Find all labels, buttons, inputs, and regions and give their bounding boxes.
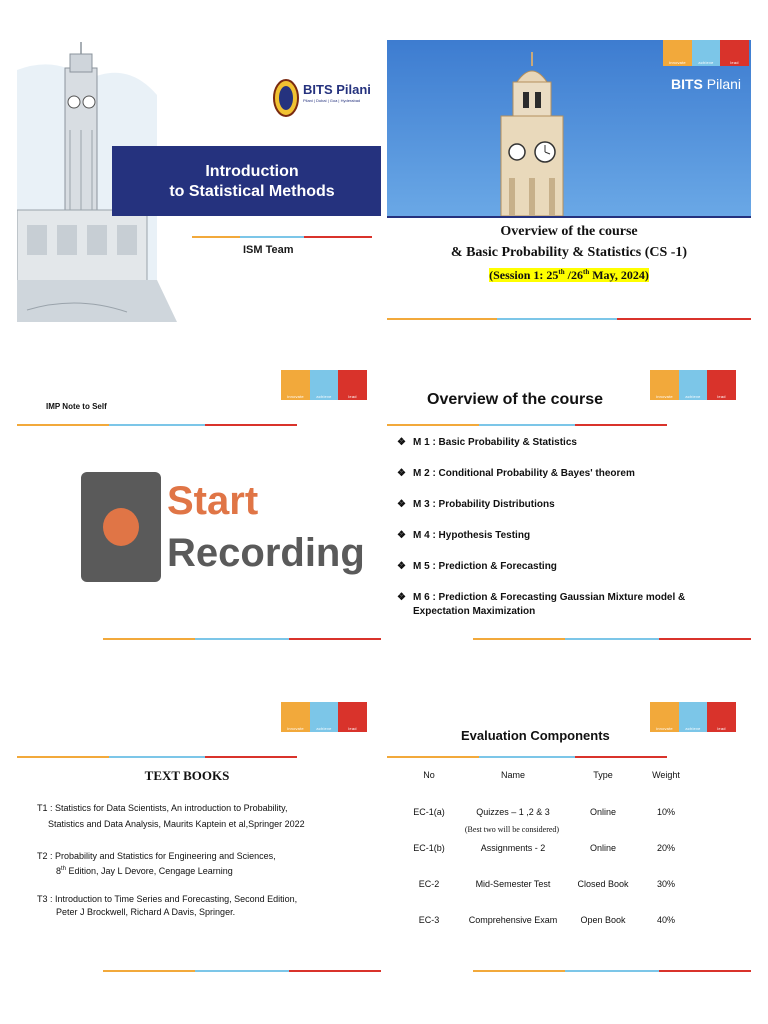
accent-line-orange — [17, 756, 109, 758]
row-4-name: Comprehensive Exam — [468, 915, 558, 925]
row-4-no: EC-3 — [418, 915, 440, 925]
accent-line-blue — [195, 638, 289, 640]
slide-3-recording — [17, 370, 381, 652]
header-divider — [387, 216, 751, 218]
accent-line-red — [289, 638, 381, 640]
accent-line-orange — [17, 424, 109, 426]
record-dot-icon — [103, 508, 139, 546]
header-weight: Weight — [652, 770, 680, 780]
row-2-type: Online — [589, 843, 616, 853]
accent-line-blue — [109, 756, 205, 758]
accent-line-blue — [497, 318, 617, 320]
accent-line-orange — [387, 424, 479, 426]
bits-wordmark-bold: BITS — [671, 76, 703, 92]
innovate-achieve-lead-badge: innovate achieve lead — [281, 370, 367, 400]
accent-line-blue — [565, 970, 659, 972]
innovate-achieve-lead-badge: innovate achieve lead — [663, 40, 749, 66]
accent-line-red — [304, 236, 372, 238]
textbook-t2-line-1: T2 : Probability and Statistics for Engineering and Sciences, — [37, 851, 276, 861]
team-name: ISM Team — [243, 244, 294, 256]
row-1-no: EC-1(a) — [413, 807, 445, 817]
recording-icon — [81, 472, 161, 582]
header-type: Type — [593, 770, 613, 780]
accent-line-red — [205, 424, 297, 426]
slide-6-evaluation — [387, 702, 751, 984]
row-4-weight: 40% — [656, 915, 675, 925]
accent-line-orange — [473, 970, 565, 972]
textbook-t2-line-2: 8th Edition, Jay L Devore, Cengage Learning — [56, 866, 233, 876]
start-label: Start — [167, 479, 259, 523]
course-title-line-2: to Statistical Methods — [169, 183, 335, 200]
slide-1-title — [17, 40, 381, 322]
row-3-weight: 30% — [656, 879, 675, 889]
text-books-heading: TEXT BOOKS — [144, 768, 230, 783]
accent-line-blue — [109, 424, 205, 426]
innovate-achieve-lead-badge: innovate achieve lead — [650, 702, 736, 732]
accent-line-red — [575, 756, 667, 758]
header-name: Name — [500, 770, 525, 780]
header-no: No — [423, 770, 435, 780]
session-title-line-2: & Basic Probability & Statistics (CS -1) — [450, 245, 688, 260]
clock-tower-photo — [487, 52, 577, 216]
accent-line-orange — [103, 638, 195, 640]
row-2-name: Assignments - 2 — [480, 843, 546, 853]
accent-line-blue — [565, 638, 659, 640]
accent-line-orange — [192, 236, 240, 238]
accent-line-orange — [103, 970, 195, 972]
bits-logo-campuses: Pilani | Dubai | Goa | Hyderabad — [303, 98, 361, 103]
note-to-self: IMP Note to Self — [46, 402, 107, 411]
accent-line-orange — [387, 318, 497, 320]
textbook-t3-line-1: T3 : Introduction to Time Series and Forecasting, Second Edition, — [37, 894, 298, 904]
row-3-name: Mid-Semester Test — [475, 879, 551, 889]
textbook-t1-line-2: Statistics and Data Analysis, Maurits Kaptein et al,Springer 2022 — [48, 819, 305, 829]
accent-line-blue — [195, 970, 289, 972]
bits-logo-text: BITS Pilani — [303, 82, 371, 97]
best-two-note: (Best two will be considered) — [464, 825, 560, 834]
bits-pilani-logo — [273, 78, 373, 118]
innovate-achieve-lead-badge: innovate achieve lead — [281, 702, 367, 732]
row-1-weight: 10% — [656, 807, 675, 817]
accent-line-red — [205, 756, 297, 758]
accent-line-red — [289, 970, 381, 972]
accent-line-blue — [240, 236, 304, 238]
session-title-line-1: Overview of the course — [500, 224, 638, 239]
slide-5-text-books — [17, 702, 381, 984]
title-band — [112, 146, 381, 216]
accent-line-red — [659, 970, 751, 972]
row-1-type: Online — [589, 807, 616, 817]
row-3-no: EC-2 — [418, 879, 440, 889]
bits-pilani-wordmark — [671, 76, 741, 92]
row-2-no: EC-1(b) — [413, 843, 445, 853]
course-title-line-1: Introduction — [205, 163, 299, 180]
row-3-type: Closed Book — [577, 879, 629, 889]
row-1-name: Quizzes – 1 ,2 & 3 — [476, 807, 550, 817]
accent-line-blue — [479, 756, 575, 758]
row-4-type: Open Book — [580, 915, 626, 925]
evaluation-title: Evaluation Components — [461, 728, 610, 743]
bits-emblem-icon — [273, 78, 299, 118]
accent-line-blue — [479, 424, 575, 426]
pilani-wordmark: Pilani — [702, 76, 742, 92]
row-2-weight: 20% — [656, 843, 675, 853]
textbook-t3-line-2: Peter J Brockwell, Richard A Davis, Springer. — [56, 907, 236, 917]
accent-line-orange — [387, 756, 479, 758]
textbook-t1-line-1: T1 : Statistics for Data Scientists, An introduction to Probability, — [37, 803, 288, 813]
recording-label: Recording — [167, 531, 365, 575]
accent-line-red — [617, 318, 751, 320]
accent-line-red — [659, 638, 751, 640]
session-date: (Session 1: 25th /26th May, 2024) — [489, 268, 649, 282]
overview-title: Overview of the course — [427, 391, 604, 408]
slide-4-overview: innovate achieve lead Overview of the course ❖ M 1 : Basic Probability & Statistics ❖ M 2 : Conditional Probability & Bayes' theorem ❖ M 3 : Probability Distributions ❖ M 4 : Hypothesis Testing ❖ M 5 : Prediction & Forecasting ❖ M 6 : Prediction & Forecasting Gaussian Mixture model & Expectation Maximization — [387, 370, 751, 652]
accent-line-red — [575, 424, 667, 426]
innovate-achieve-lead-badge: innovate achieve lead — [650, 370, 736, 400]
slide-2-session — [387, 40, 751, 322]
accent-line-orange — [473, 638, 565, 640]
